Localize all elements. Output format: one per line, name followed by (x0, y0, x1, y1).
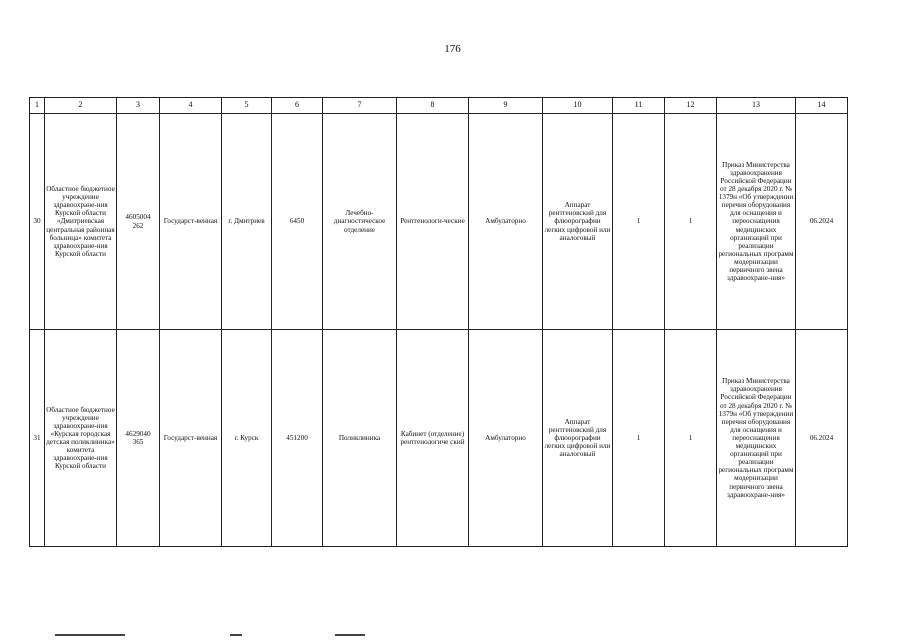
table-row (30, 330, 848, 547)
organization-name: Областное бюджетное учреждение здравоохране-ния Курской области «Дмитриевская центральная районная больница» комитета здравоохране-ния Курской области (45, 114, 117, 330)
ownership-cell: Государст-венная (160, 114, 222, 330)
column-header: 10 (543, 98, 613, 114)
quantity-cell: 1 (665, 330, 717, 547)
care-condition-cell: Амбулаторно (469, 114, 543, 330)
unit-type-cell: Кабинет (отделение) рентгенологиче ский (397, 330, 469, 547)
locality-cell: г. Дмитриев (222, 114, 272, 330)
header-row (30, 98, 848, 114)
date-cell: 06.2024 (796, 330, 848, 547)
column-header: 14 (796, 98, 848, 114)
column-header: 1 (30, 98, 45, 114)
inn-cell: 4629040 365 (117, 330, 160, 547)
subdivision-cell: Лечебно-диагностическое отделение (323, 114, 397, 330)
column-header: 7 (323, 98, 397, 114)
column-header: 6 (272, 98, 323, 114)
regulation-cell: Приказ Министерства здравоохранения Российской Федерации от 28 декабря 2020 г. № 1379н «Об утверждении перечня оборудования для оснащения и переоснащения медицинских организаций при реализации региональных программ модернизации первичного звена здравоохране-ния» (717, 330, 796, 547)
page-number: 176 (444, 43, 461, 55)
date-cell: 06.2024 (796, 114, 848, 330)
unit-type-cell: Рентгенологи-ческие (397, 114, 469, 330)
column-header: 2 (45, 98, 117, 114)
inn-cell: 4605004 262 (117, 114, 160, 330)
quantity-cell: 1 (613, 330, 665, 547)
column-header: 4 (160, 98, 222, 114)
locality-cell: г. Курск (222, 330, 272, 547)
equipment-cell: Аппарат рентгеновский для флюорографии легких цифровой или аналоговый (543, 330, 613, 547)
table-row (30, 114, 848, 330)
care-condition-cell: Амбулаторно (469, 330, 543, 547)
scan-artifact-lines (0, 634, 905, 640)
regulation-cell: Приказ Министерства здравоохранения Российской Федерации от 28 декабря 2020 г. № 1379н «Об утверждении перечня оборудования для оснащения и переоснащения медицинских организаций при реализации региональных программ модернизации первичного звена здравоохране-ния» (717, 114, 796, 330)
column-header: 12 (665, 98, 717, 114)
row-number: 31 (30, 330, 45, 547)
equipment-table (29, 97, 848, 547)
column-header: 5 (222, 98, 272, 114)
equipment-cell: Аппарат рентгеновский для флюорографии легких цифровой или аналоговый (543, 114, 613, 330)
column-header: 3 (117, 98, 160, 114)
quantity-cell: 1 (665, 114, 717, 330)
column-header: 13 (717, 98, 796, 114)
population-cell: 451200 (272, 330, 323, 547)
row-number: 30 (30, 114, 45, 330)
organization-name: Областное бюджетное учреждение здравоохране-ния «Курская городская детская поликлиника» комитета здравоохране-ния Курской области (45, 330, 117, 547)
column-header: 9 (469, 98, 543, 114)
ownership-cell: Государст-венная (160, 330, 222, 547)
subdivision-cell: Поликлиника (323, 330, 397, 547)
column-header: 11 (613, 98, 665, 114)
quantity-cell: 1 (613, 114, 665, 330)
population-cell: 6450 (272, 114, 323, 330)
column-header: 8 (397, 98, 469, 114)
